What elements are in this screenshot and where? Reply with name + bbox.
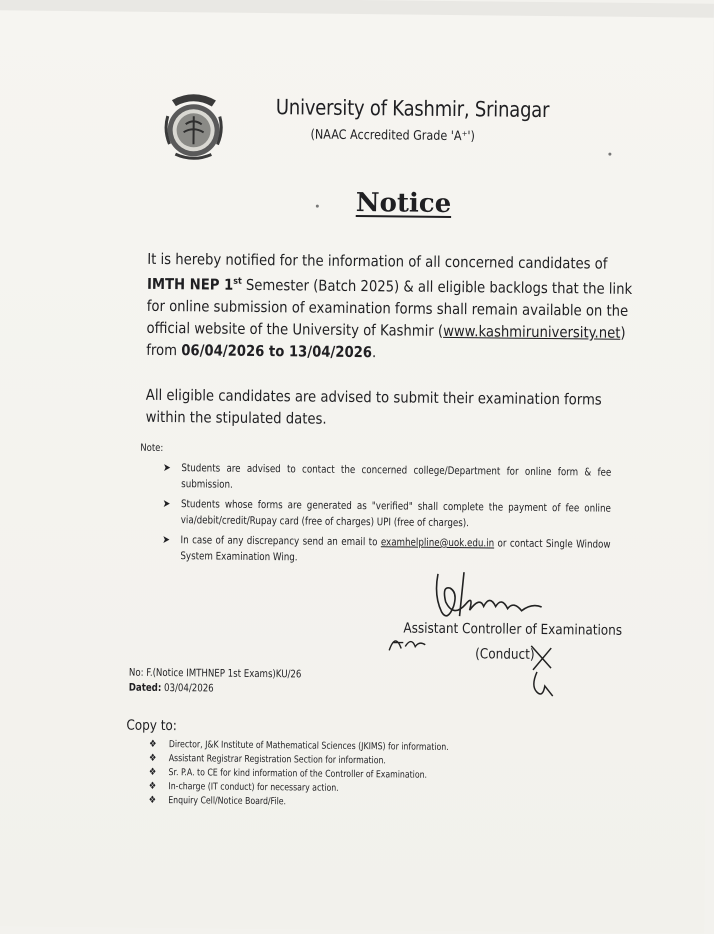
- p1-program-sup: st: [233, 276, 242, 287]
- dated-value: 03/04/2026: [163, 682, 214, 695]
- scan-speck: [608, 153, 611, 156]
- arrowhead-bullet-icon: ➤: [163, 460, 171, 475]
- p1-batch: Semester (Batch 2025): [241, 275, 400, 296]
- scan-speck: [316, 205, 319, 208]
- p1-dates: 06/04/2026 to 13/04/2026: [181, 341, 373, 362]
- diamond-bullet-icon: ❖: [149, 738, 157, 750]
- diamond-bullet-icon: ❖: [148, 752, 157, 764]
- copy-to-text: Enquiry Cell/Notice Board/File.: [168, 795, 287, 808]
- note-item: [163, 460, 612, 497]
- diamond-bullet-icon: ❖: [148, 766, 157, 778]
- note-text: Students whose forms are generated as "verified" shall complete the payment of fee online via/debit/credit/Rupay card (free of charges) UPI (free of charges).: [180, 498, 611, 530]
- scan-top-edge: [0, 0, 714, 18]
- dated-label: Dated:: [128, 681, 162, 694]
- notice-paragraph-2: All eligible candidates are advised to submit their examination forms within the stipulated dates.: [145, 385, 602, 428]
- university-seal-icon: [161, 86, 226, 163]
- website-link[interactable]: www.kashmiruniversity.net: [443, 321, 621, 342]
- notice-paragraph-1: [146, 248, 640, 366]
- diamond-bullet-icon: ❖: [148, 780, 157, 792]
- p1-program-name: IMTH NEP 1: [146, 274, 234, 294]
- p1-program: [147, 275, 242, 294]
- copy-to-item: [149, 794, 494, 812]
- accreditation-line: (NAAC Accredited Grade 'A⁺'): [310, 127, 475, 145]
- reference-number: No: F.(Notice IMTHNEP 1st Exams)KU/26: [128, 666, 302, 681]
- notice-heading: Notice: [355, 188, 452, 219]
- copy-to-label: Copy to:: [126, 717, 177, 735]
- signatory-title: Assistant Controller of Examinations: [403, 620, 623, 639]
- signature-scribble-icon: [423, 566, 554, 629]
- p1-intro: It is hereby notified for the information of all concerned candidates of: [147, 249, 608, 273]
- diamond-bullet-icon: ❖: [148, 794, 157, 806]
- p1-from: ) from: [146, 323, 626, 360]
- helpline-email-link[interactable]: examhelpline@uok.edu.in: [380, 536, 495, 550]
- note-item: [162, 496, 611, 533]
- note-text: In case of any discrepancy send an email to: [180, 534, 381, 549]
- p1-end: .: [371, 343, 377, 362]
- copy-to-text: Assistant Registrar Registration Section for information.: [168, 753, 386, 767]
- note-item: [162, 532, 611, 569]
- note-list: [162, 460, 611, 573]
- arrowhead-bullet-icon: ➤: [162, 496, 171, 511]
- copy-to-text: Sr. P.A. to CE for kind information of the Controller of Examination.: [168, 767, 428, 781]
- p1-middle: & all eligible backlogs that the link for online submission of examination forms shall remain available on the official website of the University of Kashmir (: [146, 277, 633, 340]
- reference-block: [129, 666, 302, 698]
- signatory-section: (Conduct): [475, 646, 535, 663]
- copy-to-text: In-charge (IT conduct) for necessary action.: [168, 781, 339, 794]
- note-label: Note:: [140, 442, 164, 454]
- reference-date-line: [129, 681, 302, 698]
- note-text-tail: or contact Single Window System Examination Wing.: [180, 537, 611, 564]
- copy-to-list: [149, 738, 494, 812]
- copy-to-text: Director, J&K Institute of Mathematical Sciences (JKIMS) for information.: [168, 739, 449, 754]
- note-text: Students are advised to contact the concerned college/Department for online form & fee submission.: [181, 462, 612, 491]
- university-name: University of Kashmir, Srinagar: [275, 95, 550, 123]
- arrowhead-bullet-icon: ➤: [162, 532, 171, 547]
